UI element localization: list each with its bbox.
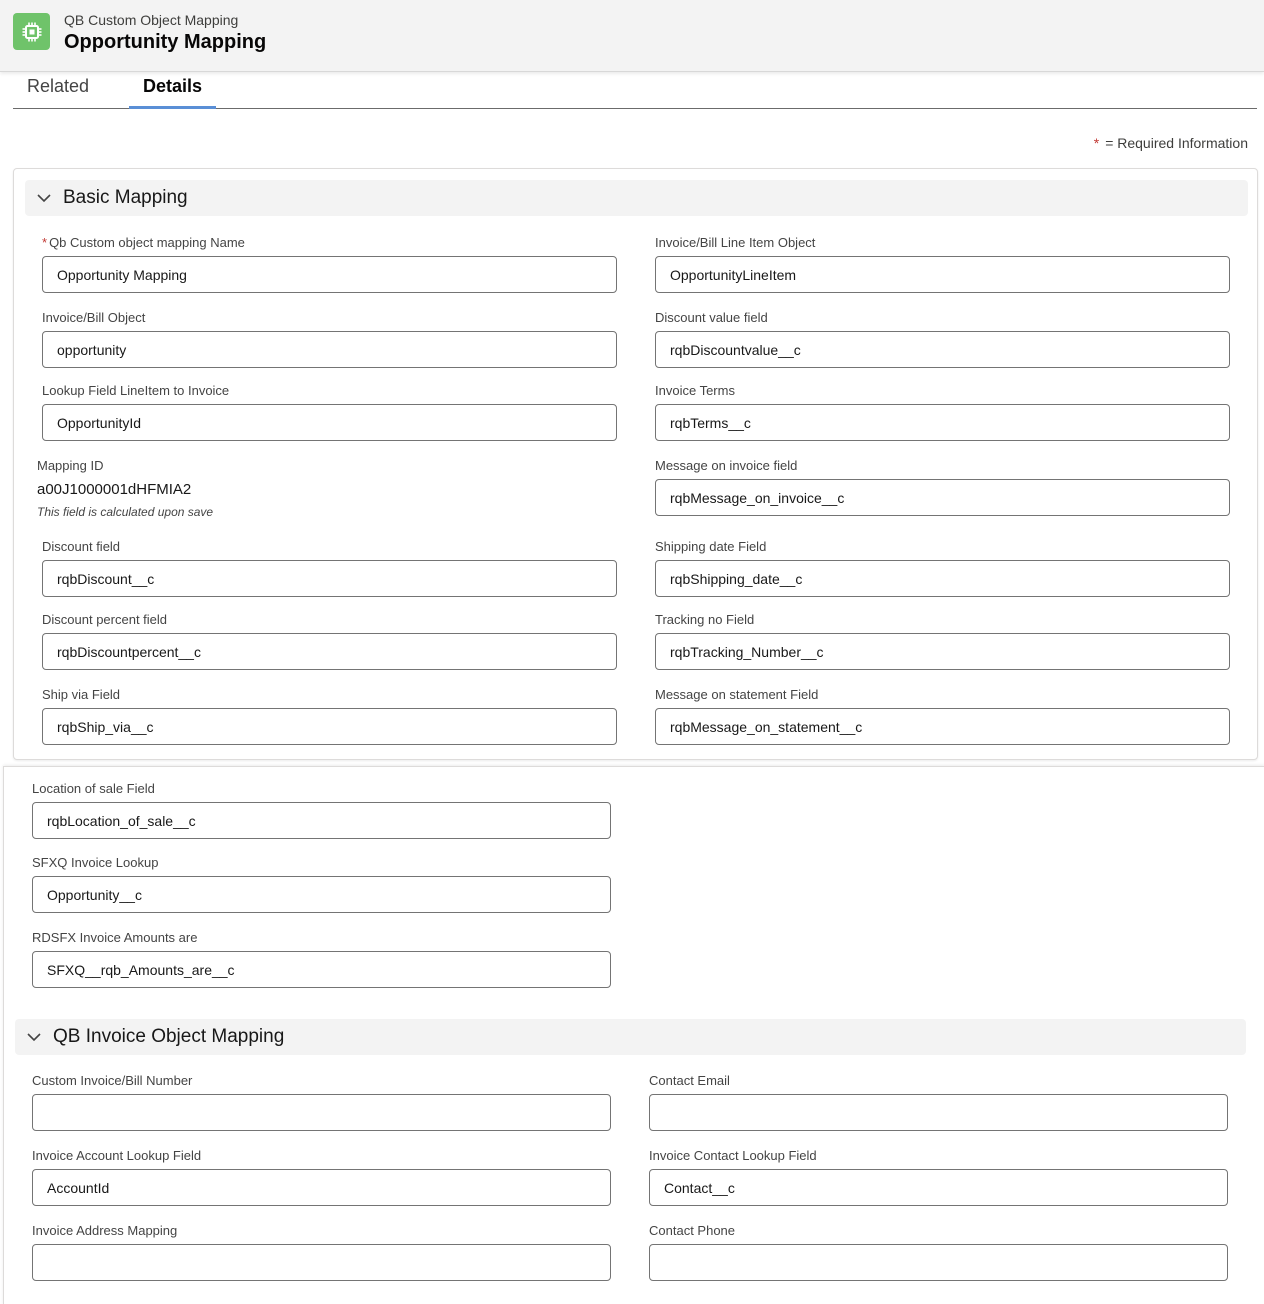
record-header [0,0,1264,72]
field-contact-email [649,1071,1224,1131]
required-star: * [1093,135,1100,151]
field-label: Discount value field [655,310,768,325]
chevron-down-icon [25,1028,43,1046]
record-tabs [13,72,1257,109]
field-label: Qb Custom object mapping Name [49,235,245,250]
field-label: Shipping date Field [655,539,767,554]
field-message-on-statement [655,685,1230,745]
field-contact-phone [649,1221,1224,1281]
discount-input[interactable] [42,560,617,597]
field-label: Message on invoice field [655,458,798,473]
tracking-no-input[interactable] [655,633,1230,670]
field-sfxq-invoice-lookup [32,853,607,913]
field-tracking-no [655,610,1230,670]
required-info-text: = Required Information [1105,135,1248,151]
continued-mapping-card [3,766,1264,1304]
mapping-name-input[interactable] [42,256,617,293]
field-invoice-contact-lookup [649,1146,1224,1206]
discount-percent-input[interactable] [42,633,617,670]
field-label: Invoice Contact Lookup Field [649,1148,817,1163]
field-label: Discount percent field [42,612,168,627]
invoice-bill-object-input[interactable] [42,331,617,368]
field-discount [42,537,617,597]
field-shipping-date [655,537,1230,597]
line-item-object-input[interactable] [655,256,1230,293]
field-label: Contact Phone [649,1223,736,1238]
invoice-address-mapping-input[interactable] [32,1244,611,1281]
tab-related[interactable]: Related [27,76,90,96]
field-line-item-object [655,233,1230,293]
field-label: Invoice Terms [655,383,735,398]
field-invoice-account-lookup [32,1146,607,1206]
contact-phone-input[interactable] [649,1244,1228,1281]
field-label: Contact Email [649,1073,730,1088]
record-title: Opportunity Mapping [64,31,267,53]
lookup-lineitem-input[interactable] [42,404,617,441]
field-label: Discount field [42,539,121,554]
field-label: Message on statement Field [655,687,819,702]
sfxq-invoice-lookup-input[interactable] [32,876,611,913]
contact-email-input[interactable] [649,1094,1228,1131]
object-type-label: QB Custom Object Mapping [64,12,239,28]
section-qb-invoice-mapping-toggle[interactable] [15,1019,1246,1055]
required-star: * [42,235,48,250]
invoice-contact-lookup-input[interactable] [649,1169,1228,1206]
section-title: Basic Mapping [63,187,188,208]
shipping-date-input[interactable] [655,560,1230,597]
invoice-terms-input[interactable] [655,404,1230,441]
message-on-statement-input[interactable] [655,708,1230,745]
chevron-down-icon [35,189,53,207]
basic-mapping-card [13,168,1258,760]
field-label: Mapping ID [37,458,104,473]
field-label: Invoice Address Mapping [32,1223,178,1238]
mapping-id-help: This field is calculated upon save [37,505,214,519]
field-label: Ship via Field [42,687,121,702]
field-label: RDSFX Invoice Amounts are [32,930,198,945]
invoice-amounts-are-input[interactable] [32,951,611,988]
field-mapping-name [42,233,617,293]
field-invoice-terms [655,381,1230,441]
section-basic-mapping-toggle[interactable] [25,180,1248,216]
field-discount-value [655,308,1230,368]
location-of-sale-input[interactable] [32,802,611,839]
field-invoice-amounts-are [32,928,607,988]
field-location-of-sale [32,779,607,839]
field-mapping-id [37,456,213,519]
invoice-account-lookup-input[interactable] [32,1169,611,1206]
tab-details[interactable]: Details [129,76,216,108]
field-ship-via [42,685,617,745]
chip-icon [13,13,50,50]
field-label: Invoice Account Lookup Field [32,1148,202,1163]
field-invoice-bill-object [42,308,617,368]
field-invoice-address-mapping [32,1221,607,1281]
custom-invoice-number-input[interactable] [32,1094,611,1131]
ship-via-input[interactable] [42,708,617,745]
field-label: Lookup Field LineItem to Invoice [42,383,230,398]
field-label: SFXQ Invoice Lookup [32,855,159,870]
message-on-invoice-input[interactable] [655,479,1230,516]
field-message-on-invoice [655,456,1230,516]
discount-value-input[interactable] [655,331,1230,368]
field-label: Location of sale Field [32,781,155,796]
field-label: Invoice/Bill Object [42,310,146,325]
required-info-note [1094,135,1248,151]
field-label: Tracking no Field [655,612,755,627]
section-title: QB Invoice Object Mapping [53,1026,285,1047]
field-label: Invoice/Bill Line Item Object [655,235,816,250]
field-discount-percent [42,610,617,670]
field-lookup-lineitem [42,381,617,441]
field-custom-invoice-number [32,1071,607,1131]
field-label: Custom Invoice/Bill Number [32,1073,193,1088]
mapping-id-value: a00J1000001dHFMIA2 [37,481,192,498]
